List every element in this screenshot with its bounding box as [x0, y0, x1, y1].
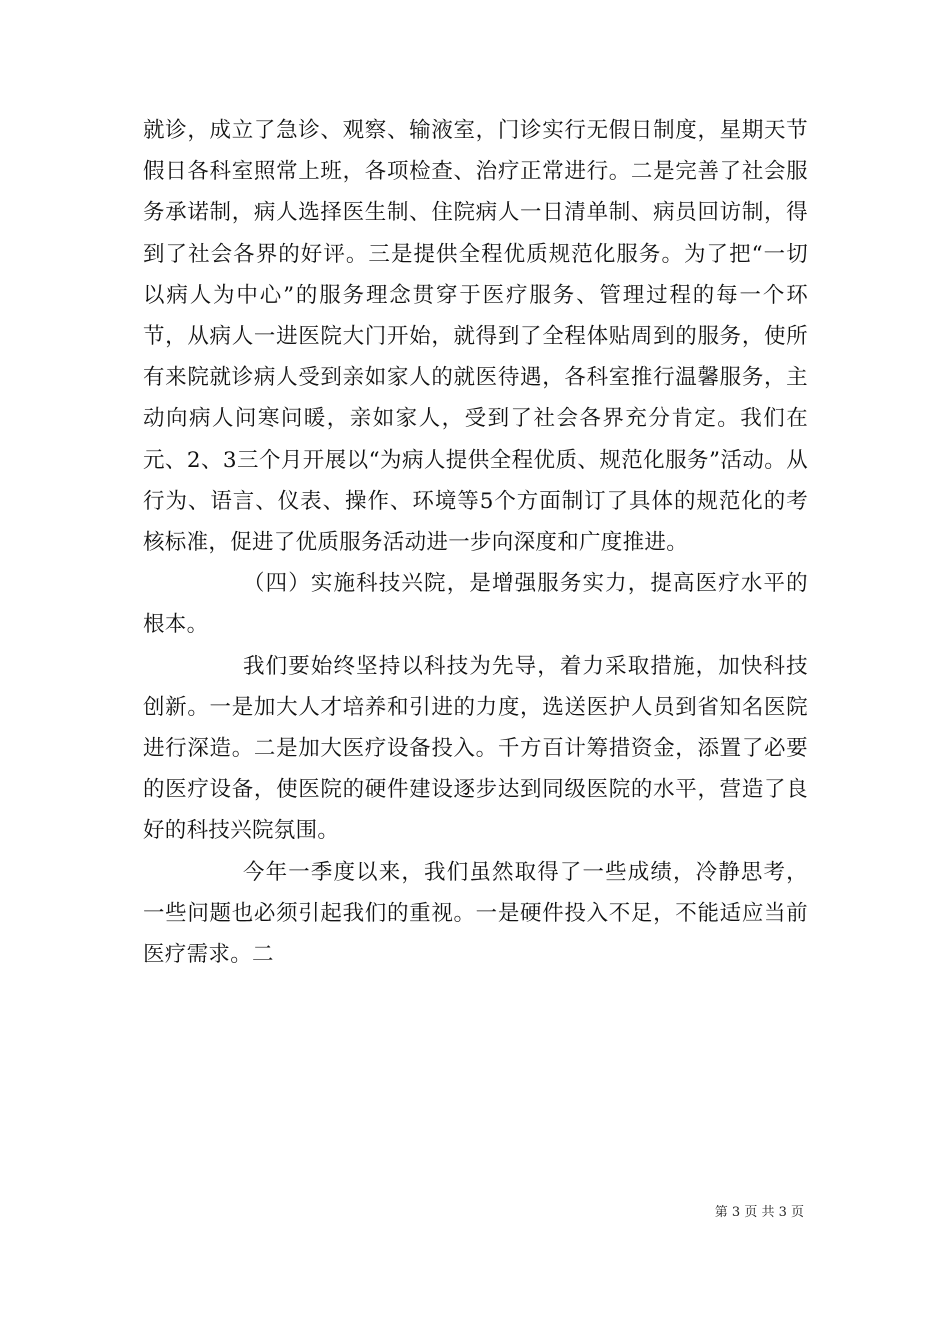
paragraph-service-improvements: 就诊，成立了急诊、观察、输液室，门诊实行无假日制度，星期天节假日各科室照常上班，各项检查、治疗正常进行。二是完善了社会服务承诺制，病人选择医生制、住院病人一日清单制、病员回访制，得到了社会各界的好评。三是提供全程优质规范化服务。为了把“一切以病人为中心”的服务理念贯穿于医疗服务、管理过程的每一个环节，从病人一进医院大门开始，就得到了全程体贴周到的服务，使所有来院就诊病人受到亲如家人的就医待遇，各科室推行温馨服务，主动向病人问寒问暖，亲如家人，受到了社会各界充分肯定。我们在元、2、3三个月开展以“为病人提供全程优质、规范化服务”活动。从行为、语言、仪表、操作、环境等5个方面制订了具体的规范化的考核标准，促进了优质服务活动进一步向深度和广度推进。	[143, 118, 808, 556]
paragraph-tech-innovation: 我们要始终坚持以科技为先导，着力采取措施，加快科技创新。一是加大人才培养和引进的力度，选送医护人员到省知名医院进行深造。二是加大医疗设备投入。千方百计筹措资金，添置了必要的医疗设备，使医院的硬件建设逐步达到同级医院的水平，营造了良好的科技兴院氛围。	[143, 653, 808, 844]
document-body	[143, 110, 808, 975]
paragraph-issues: 今年一季度以来，我们虽然取得了一些成绩，冷静思考，一些问题也必须引起我们的重视。一是硬件投入不足，不能适应当前医疗需求。二	[143, 859, 808, 968]
page-number-footer: 第 3 页 共 3 页	[714, 1205, 804, 1220]
section-heading-tech: （四）实施科技兴院，是增强服务实力，提高医疗水平的根本。	[143, 571, 808, 638]
